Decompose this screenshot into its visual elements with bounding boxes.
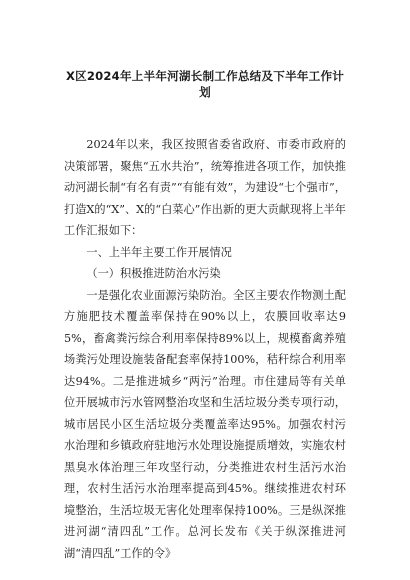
intro-paragraph: 2024年以来，我区按照省委省政府、市委市政府的决策部署，聚焦“五水共治”，统筹推进各项工作，加快推动河湖长制“有名有责”“有能有效”，为建设“七个强市”，打造X的“X”、X的“白菜心”作出新的更大贡献现将上半年工作汇报如下： xyxy=(64,138,346,237)
subsection-heading: （一）积极推进防治水污染 xyxy=(86,267,221,280)
document-body xyxy=(64,134,346,564)
body-paragraph: 一是强化农业面源污染防治。全区主要农作物测土配方施肥技术覆盖率保持在90%以上，农膜回收率达95%，畜禽粪污综合利用率保持89%以上，规模畜禽养殖场粪污处理设施装备配套率保持100%，秸秆综合利用率达94%。二是推进城乡“两污”治理。市住建局等有关单位开展城市污水管网整治攻坚和生活垃圾分类专项行动，城市居民小区生活垃圾分类覆盖率达95%。加强农村污水治理和乡镇政府驻地污水处理设施提质增效，实施农村黑臭水体治理三年攻坚行动，分类推进农村生活污水治理，农村生活污水治理率提高到45%。继续推进农村环境整治，生活垃圾无害化处理率保持100%。三是纵深推进河湖“清四乱”工作。总河长发布《关于纵深推进河湖“清四乱”工作的令》 xyxy=(64,288,346,560)
document-title: X区2024年上半年河湖长制工作总结及下半年工作计划 xyxy=(65,69,345,99)
section-heading: 一、上半年主要工作开展情况 xyxy=(86,245,232,259)
